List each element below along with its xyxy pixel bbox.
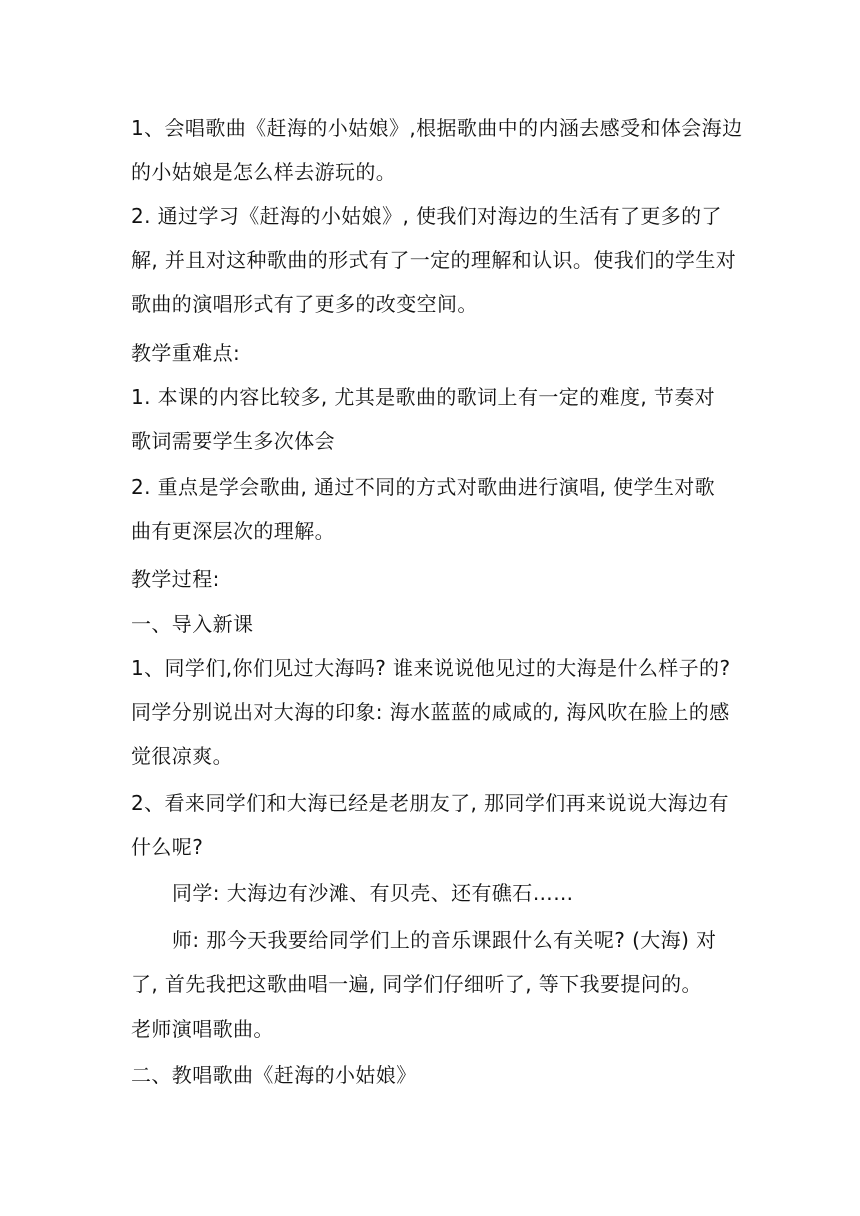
teacher-line-2: 了, 首先我把这歌曲唱一遍, 同学们仔细听了, 等下我要提问的。 bbox=[131, 972, 702, 996]
objective-2-line-3: 歌曲的演唱形式有了更多的改变空间。 bbox=[131, 292, 478, 316]
part-2-heading: 二、教唱歌曲《赶海的小姑娘》 bbox=[131, 1063, 417, 1087]
step-1-heading: 一、导入新课 bbox=[131, 612, 254, 636]
objective-2-line-1: 2. 通过学习《赶海的小姑娘》, 使我们对海边的生活有了更多的了 bbox=[131, 204, 722, 228]
key-point-2-line-1: 2. 重点是学会歌曲, 通过不同的方式对歌曲进行演唱, 使学生对歌 bbox=[131, 475, 716, 499]
student-answer: 同学: 大海边有沙滩、有贝壳、还有礁石…… bbox=[172, 881, 574, 905]
teacher-line-1: 师: 那今天我要给同学们上的音乐课跟什么有关呢? (大海) 对 bbox=[172, 928, 717, 952]
key-point-2-line-2: 曲有更深层次的理解。 bbox=[131, 519, 335, 543]
key-point-1-line-2: 歌词需要学生多次体会 bbox=[131, 429, 335, 453]
step-2-question-line-1: 2、看来同学们和大海已经是老朋友了, 那同学们再来说说大海边有 bbox=[131, 791, 729, 815]
step-2-question-line-2: 什么呢? bbox=[131, 835, 204, 859]
step-1-answer-line-1: 同学分别说出对大海的印象: 海水蓝蓝的咸咸的, 海风吹在脸上的感 bbox=[131, 700, 730, 724]
teacher-sings: 老师演唱歌曲。 bbox=[131, 1017, 274, 1041]
step-1-question: 1、同学们,你们见过大海吗? 谁来说说他见过的大海是什么样子的? bbox=[131, 656, 731, 680]
key-point-1-line-1: 1. 本课的内容比较多, 尤其是歌曲的歌词上有一定的难度, 节奏对 bbox=[131, 385, 716, 409]
objective-1-line-2: 的小姑娘是怎么样去游玩的。 bbox=[131, 160, 397, 184]
objective-2-line-2: 解, 并且对这种歌曲的形式有了一定的理解和认识。使我们的学生对 bbox=[131, 248, 737, 272]
step-1-answer-line-2: 觉很凉爽。 bbox=[131, 744, 233, 768]
section-heading-key-points: 教学重难点: bbox=[131, 341, 241, 365]
objective-1-line-1: 1、会唱歌曲《赶海的小姑娘》,根据歌曲中的内涵去感受和体会海边 bbox=[131, 116, 743, 140]
section-heading-process: 教学过程: bbox=[131, 567, 220, 591]
